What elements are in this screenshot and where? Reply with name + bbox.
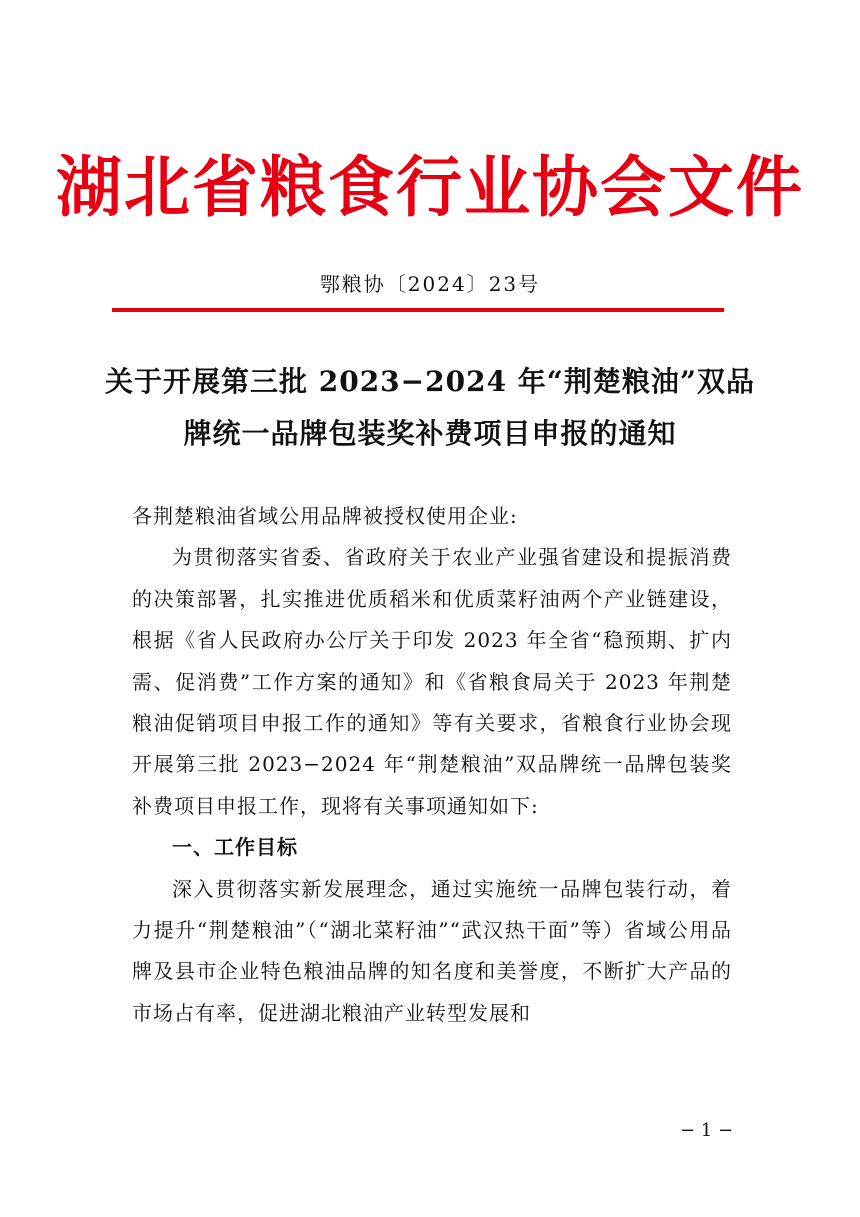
body-paragraph-2: 深入贯彻落实新发展理念，通过实施统一品牌包装行动，着力提升“荆楚粮油”（“湖北菜籽油”“武汉热干面”等）省域公用品牌及县市企业特色粮油品牌的知名度和美誉度，不断扩大产品的市场占有率，促进湖北粮油产业转型发展和 [132,876,732,1025]
header-red-rule [112,308,724,312]
section-heading-1: 一、工作目标 [172,835,298,860]
page-number: − 1 − [680,1120,734,1141]
notice-title-line-2: 牌统一品牌包装奖补费项目申报的通知 [183,417,677,450]
salutation: 各荆楚粮油省域公用品牌被授权使用企业: [132,504,518,528]
document-header-title: 湖北省粮食行业协会文件 [56,148,804,226]
document-body [132,496,732,1034]
document-number: 鄂粮协〔2024〕23号 [319,272,541,296]
notice-title-line-1: 关于开展第三批 2023−2024 年“荆楚粮油”双品 [104,365,756,398]
body-paragraph-1: 为贯彻落实省委、省政府关于农业产业强省建设和提振消费的决策部署，扎实推进优质稻米和优质菜籽油两个产业链建设，根据《省人民政府办公厅关于印发 2023 年全省“稳预期、扩内需、促消费”工作方案的通知》和《省粮食局关于 2023 年荆楚粮油促销项目申报工作的通知》等有关要求，省粮食行业协会现开展第三批 2023−2024 年“荆楚粮油”双品牌统一品牌包装奖补费项目申报工作，现将有关事项通知如下: [132,545,732,818]
notice-title [100,356,760,460]
